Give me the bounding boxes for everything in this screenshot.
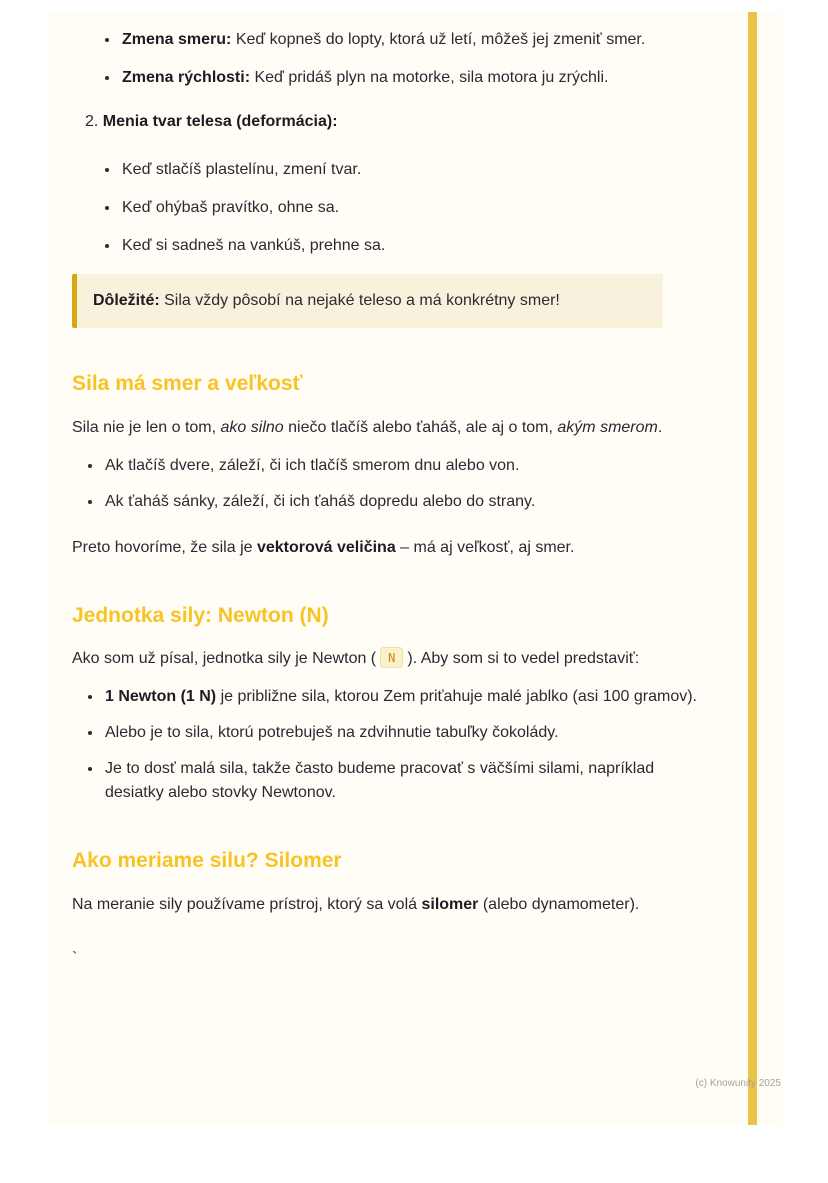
text-run: Preto hovoríme, že sila je bbox=[72, 538, 257, 556]
bullet-text: Ak tlačíš dvere, záleží, či ich tlačíš smerom dnu alebo von. bbox=[105, 456, 520, 474]
bullet-text: Keď ohýbaš pravítko, ohne sa. bbox=[122, 199, 340, 216]
bullet-text: Je to dosť malá sila, takže často budeme pracovať s väčšími silami, napríklad desiatky alebo stovky Newtonov. bbox=[105, 760, 655, 801]
copyright-watermark: (c) Knowunity 2025 bbox=[695, 1078, 781, 1089]
paragraph-direction bbox=[72, 416, 711, 440]
section-heading-measure: Ako meriame silu? Silomer bbox=[72, 849, 342, 872]
emphasis-run: ako silno bbox=[220, 418, 284, 436]
bullet-text: Keď stlačíš plastelínu, zmení tvar. bbox=[122, 161, 362, 178]
bold-run: vektorová veličina bbox=[256, 538, 396, 556]
callout-text: Sila vždy pôsobí na nejaké teleso a má konkrétny smer! bbox=[159, 292, 560, 309]
bullet-text: Keď pridáš plyn na motorke, sila motora ju zrýchli. bbox=[250, 69, 609, 86]
bullet-lead: Zmena smeru: bbox=[122, 31, 232, 48]
list-item bbox=[103, 757, 711, 805]
bold-run: silomer bbox=[421, 895, 479, 913]
text-run: Ako som už písal, jednotka sily je Newton ( bbox=[72, 650, 377, 667]
text-run: Sila nie je len o tom, bbox=[72, 418, 221, 436]
accent-stripe bbox=[748, 12, 757, 1125]
bullet-text: Keď kopneš do lopty, ktorá už letí, môžeš jej zmeniť smer. bbox=[231, 31, 646, 48]
list-item bbox=[120, 28, 711, 52]
notes-card bbox=[48, 12, 783, 1125]
list-item bbox=[120, 234, 711, 258]
newton-unit-badge: N bbox=[380, 647, 403, 668]
number-marker: 2. bbox=[85, 113, 99, 130]
list-item bbox=[103, 490, 711, 514]
bullet-lead: 1 Newton (1 N) bbox=[105, 688, 217, 705]
text-run: Na meranie sily používame prístroj, ktorý sa volá bbox=[72, 895, 422, 913]
text-run: . bbox=[657, 418, 663, 436]
direction-bullet-list bbox=[72, 454, 711, 514]
list-item bbox=[120, 158, 711, 182]
paragraph-vector bbox=[72, 536, 711, 560]
notes-content bbox=[48, 12, 783, 971]
stray-backtick: ` bbox=[72, 949, 78, 967]
list-item bbox=[120, 196, 711, 220]
text-run: niečo tlačíš alebo ťaháš, ale aj o tom, bbox=[283, 418, 558, 436]
callout-lead: Dôležité: bbox=[93, 292, 160, 309]
list-item bbox=[103, 721, 711, 745]
text-run: – má aj veľkosť, aj smer. bbox=[395, 538, 575, 556]
bullet-text: Keď si sadneš na vankúš, prehne sa. bbox=[122, 237, 386, 254]
bullet-text: je približne sila, ktorou Zem priťahuje malé jablko (asi 100 gramov). bbox=[216, 688, 697, 705]
important-callout bbox=[72, 274, 663, 328]
list-item bbox=[103, 454, 711, 478]
text-run: (alebo dynamometer). bbox=[478, 895, 640, 913]
numbered-item bbox=[85, 110, 711, 134]
numbered-item-label: Menia tvar telesa (deformácia): bbox=[102, 113, 338, 130]
section-heading-unit: Jednotka sily: Newton (N) bbox=[72, 603, 329, 627]
paragraph-unit bbox=[72, 647, 711, 671]
text-run: ). Aby som si to vedel predstaviť: bbox=[407, 650, 640, 667]
bullet-lead: Zmena rýchlosti: bbox=[122, 69, 251, 86]
bullet-text: Ak ťaháš sánky, záleží, či ich ťaháš dopredu alebo do strany. bbox=[105, 492, 536, 510]
list-item bbox=[120, 66, 711, 90]
unit-bullet-list bbox=[72, 685, 711, 805]
section-heading-direction: Sila má smer a veľkosť bbox=[72, 372, 303, 395]
deformation-bullet-list bbox=[72, 158, 711, 258]
bullet-text: Alebo je to sila, ktorú potrebuješ na zdvihnutie tabuľky čokolády. bbox=[105, 724, 559, 741]
emphasis-run: akým smerom bbox=[557, 418, 658, 436]
intro-bullet-list bbox=[72, 28, 711, 90]
list-item bbox=[103, 685, 711, 709]
paragraph-measure bbox=[72, 893, 711, 917]
